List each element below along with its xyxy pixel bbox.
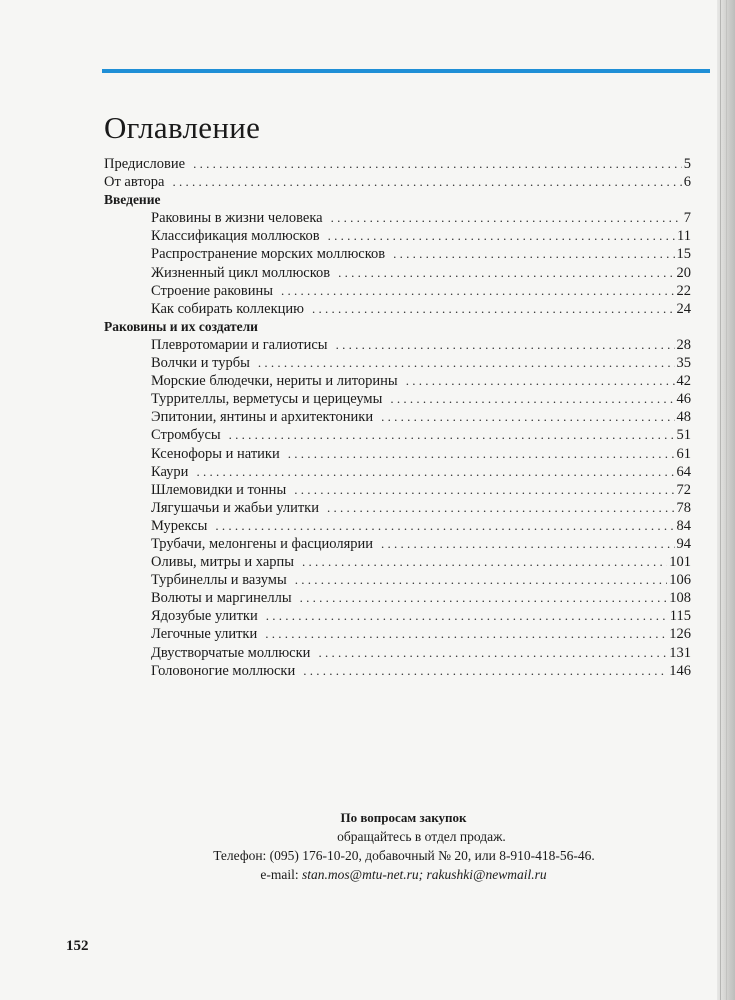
toc-entry-page: 48 <box>676 409 691 426</box>
dot-leader <box>265 625 667 643</box>
toc-entry <box>104 625 691 643</box>
toc-entry-page: 51 <box>676 427 691 444</box>
toc-entry-label: Трубачи, мелонгены и фасциолярии <box>151 535 374 552</box>
toc-entry <box>104 372 691 390</box>
toc-section-heading <box>104 191 691 209</box>
toc-entry-page: 64 <box>676 463 691 480</box>
toc-entry-page: 28 <box>676 336 691 353</box>
table-of-contents <box>104 155 691 680</box>
dot-leader <box>302 553 667 571</box>
toc-entry-label: Раковины в жизни человека <box>151 210 323 227</box>
toc-entry-label: Волюты и маргинеллы <box>151 590 292 607</box>
dot-leader <box>193 155 682 173</box>
dot-leader <box>215 517 674 535</box>
dot-leader <box>381 535 674 553</box>
toc-entry-label: Ядозубые улитки <box>151 608 258 625</box>
toc-entry <box>104 354 691 372</box>
toc-entry-label: Турбинеллы и вазумы <box>151 572 287 589</box>
toc-entry-label: Как собирать коллекцию <box>151 300 304 317</box>
toc-entry-label: Двустворчатые моллюски <box>151 644 311 661</box>
purchase-info-email <box>0 865 735 884</box>
dot-leader <box>294 481 674 499</box>
toc-entry-label: Морские блюдечки, нериты и литорины <box>151 373 398 390</box>
dot-leader <box>266 607 668 625</box>
toc-entry-label: Жизненный цикл моллюсков <box>151 264 331 281</box>
email-prefix: e-mail: <box>260 867 303 882</box>
toc-entry-page: 115 <box>669 608 691 625</box>
toc-entry-page: 5 <box>683 156 691 172</box>
toc-entry-page: 7 <box>683 210 691 227</box>
toc-entry-page: 20 <box>676 264 691 281</box>
toc-entry-label: Легочные улитки <box>151 626 258 643</box>
page-number: 152 <box>66 938 89 954</box>
purchase-info-phone: Телефон: (095) 176-10-20, добавочный № 20, или 8-910-418-56-46. <box>213 848 595 863</box>
toc-entry-page: 11 <box>677 228 691 245</box>
toc-entry-page: 24 <box>676 300 691 317</box>
toc-entry-label: Введение <box>104 192 161 208</box>
dot-leader <box>312 300 675 318</box>
toc-entry-label: Строение раковины <box>151 282 274 299</box>
toc-entry <box>104 644 691 662</box>
dot-leader <box>172 173 681 191</box>
toc-entry <box>104 282 691 300</box>
dot-leader <box>406 372 675 390</box>
toc-entry-page: 72 <box>676 481 691 498</box>
toc-entry <box>104 227 691 245</box>
toc-entry-page: 61 <box>676 445 691 462</box>
dot-leader <box>295 571 668 589</box>
toc-entry <box>104 426 691 444</box>
dot-leader <box>331 209 682 227</box>
toc-entry <box>104 300 691 318</box>
dot-leader <box>318 644 667 662</box>
toc-entry <box>104 481 691 499</box>
toc-entry-page: 35 <box>676 355 691 372</box>
dot-leader <box>328 227 675 245</box>
purchase-info <box>0 808 735 884</box>
toc-entry-label: Мурексы <box>151 517 208 534</box>
toc-entry <box>104 607 691 625</box>
toc-entry <box>104 553 691 571</box>
toc-entry <box>104 662 691 680</box>
toc-entry-page: 84 <box>676 517 691 534</box>
toc-entry <box>104 463 691 481</box>
toc-entry <box>104 571 691 589</box>
dot-leader <box>229 426 675 444</box>
dot-leader <box>381 408 674 426</box>
toc-entry <box>104 173 691 191</box>
dot-leader <box>393 245 674 263</box>
toc-entry-label: Эпитонии, янтины и архитектоники <box>151 409 374 426</box>
toc-entry-label: Туррителлы, верметусы и церицеумы <box>151 391 383 408</box>
toc-entry-label: Распространение морских моллюсков <box>151 246 386 263</box>
toc-entry-page: 126 <box>669 626 691 643</box>
dot-leader <box>281 282 674 300</box>
toc-entry <box>104 445 691 463</box>
header-rule <box>102 69 710 73</box>
toc-entry-page: 108 <box>669 590 691 607</box>
toc-entry <box>104 336 691 354</box>
toc-entry-label: От автора <box>104 174 165 191</box>
dot-leader <box>196 463 674 481</box>
purchase-info-title: По вопросам закупок <box>340 810 467 825</box>
dot-leader <box>288 445 675 463</box>
toc-entry-page: 46 <box>676 391 691 408</box>
toc-entry <box>104 264 691 282</box>
toc-entry-label: Предисловие <box>104 156 186 172</box>
dot-leader <box>303 662 667 680</box>
page-title: Оглавление <box>104 110 261 145</box>
toc-entry-page: 146 <box>669 662 691 679</box>
toc-section-heading <box>104 318 691 336</box>
toc-entry-label: Плевротомарии и галиотисы <box>151 336 328 353</box>
toc-entry-label: Волчки и турбы <box>151 355 250 372</box>
toc-entry-label: Головоногие моллюски <box>151 662 296 679</box>
toc-entry <box>104 535 691 553</box>
toc-entry-page: 101 <box>669 554 691 571</box>
toc-entry-label: Классификация моллюсков <box>151 228 320 245</box>
toc-entry-label: Каури <box>151 463 189 480</box>
toc-entry <box>104 499 691 517</box>
toc-entry-label: Шлемовидки и тонны <box>151 481 287 498</box>
toc-entry-label: Раковины и их создатели <box>104 318 258 334</box>
toc-entry-page: 42 <box>676 373 691 390</box>
dot-leader <box>336 336 675 354</box>
toc-entry <box>104 408 691 426</box>
toc-entry <box>104 390 691 408</box>
dot-leader <box>327 499 675 517</box>
toc-entry <box>104 245 691 263</box>
toc-entry-label: Лягушачьи и жабьи улитки <box>151 499 319 516</box>
toc-entry-page: 94 <box>676 535 691 552</box>
toc-entry-label: Стромбусы <box>151 427 221 444</box>
dot-leader <box>300 589 668 607</box>
toc-entry <box>104 155 691 173</box>
toc-entry-page: 15 <box>676 246 691 263</box>
dot-leader <box>338 264 674 282</box>
dot-leader <box>390 390 674 408</box>
toc-entry-page: 6 <box>683 174 691 191</box>
toc-entry-page: 78 <box>676 499 691 516</box>
toc-entry-page: 106 <box>669 572 691 589</box>
toc-entry-label: Оливы, митры и харпы <box>151 554 295 571</box>
purchase-info-sales: обращайтесь в отдел продаж. <box>337 829 506 844</box>
toc-entry-label: Ксенофоры и натики <box>151 445 280 462</box>
email-addresses: stan.mos@mtu-net.ru; rakushki@newmail.ru <box>302 867 547 882</box>
toc-entry-page: 131 <box>669 644 691 661</box>
toc-entry <box>104 517 691 535</box>
toc-entry <box>104 209 691 227</box>
toc-entry-page: 22 <box>676 282 691 299</box>
toc-entry <box>104 589 691 607</box>
dot-leader <box>258 354 675 372</box>
